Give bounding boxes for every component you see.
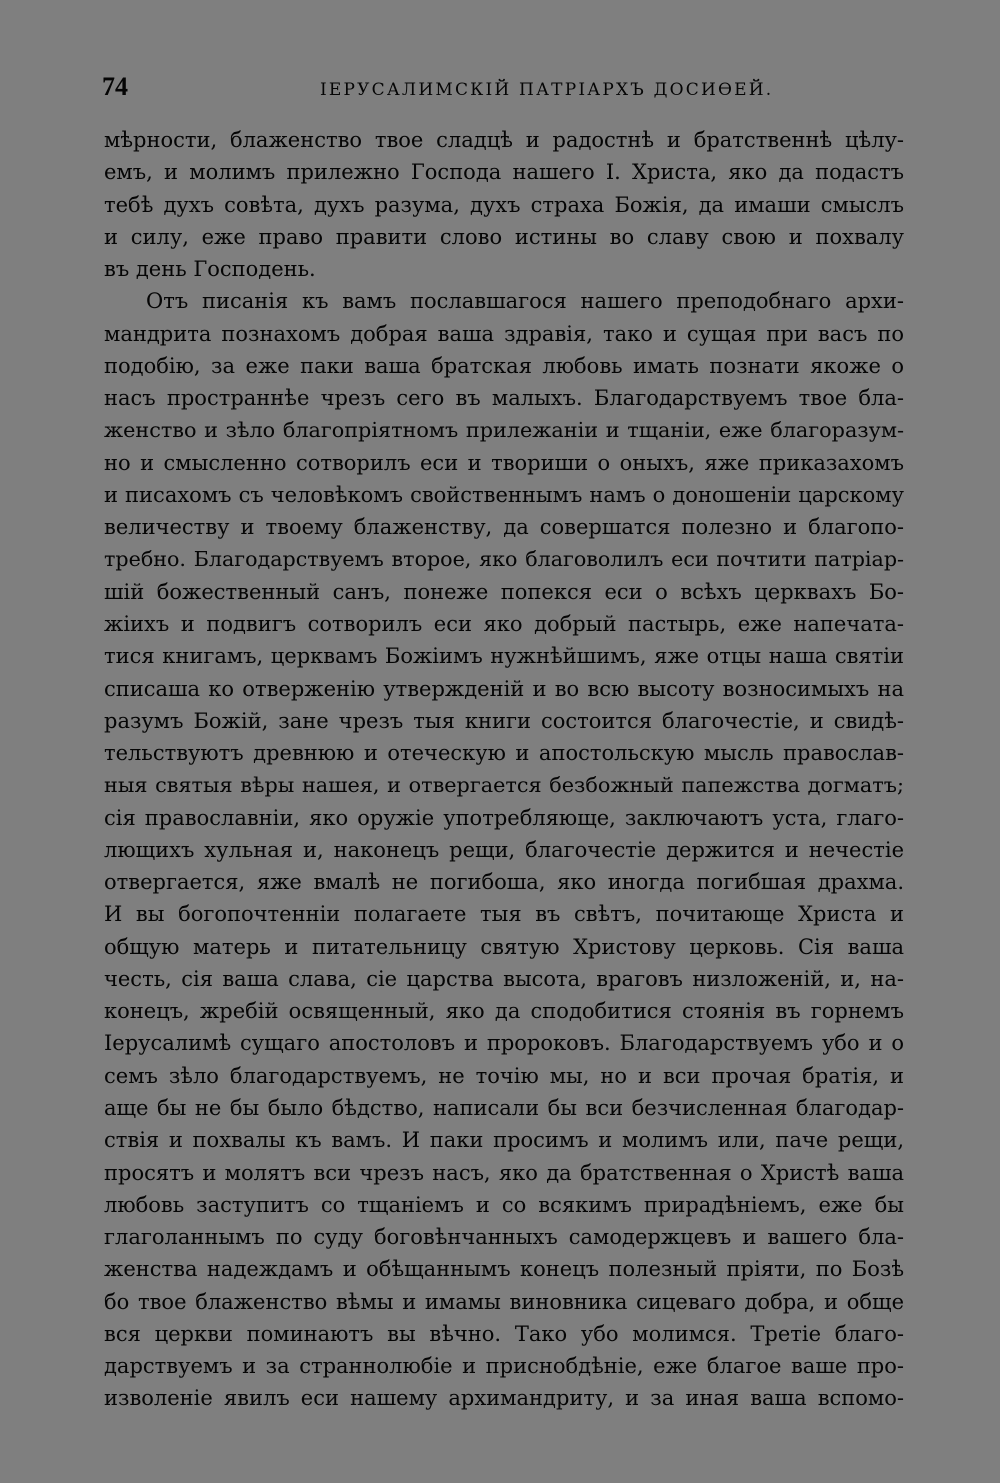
text-line: требно. Благодарствуемъ второе, яко благоволилъ еси почтити патрiар- [104,547,904,572]
text-line: женства надеждамъ и обѣщаннымъ конецъ полезный прiяти, по Бозѣ [104,1257,904,1282]
text-line: общую матерь и питательницу святую Христову церковь. Сiя ваша [104,934,904,959]
text-line: въ день Господень. [104,257,316,282]
text-line: Iерусалимѣ сущаго апостоловъ и пророковъ. Благодарствуемъ убо и о [104,1031,904,1056]
text-line: аще бы не бы было бѣдство, написали бы вси безчисленная благодар- [104,1095,904,1120]
text-line: изволенiе явилъ еси нашему архимандриту, и за иная ваша вспомо- [104,1386,904,1411]
text-line: вся церкви поминаютъ вы вѣчно. Тако убо молимся. Третiе благо- [104,1321,904,1346]
text-line: сiя православнiи, яко оружiе употребляюще, заключаютъ уста, глаго- [104,805,904,830]
text-line: подобiю, за еже паки ваша братская любовь имать познати якоже о [104,353,904,378]
text-line: лющихъ хульная и, наконецъ рещи, благочестiе держится и нечестiе [104,837,904,862]
text-line: мандрита познахомъ добрая ваша здравiя, тако и сущая при васъ по [104,321,904,346]
text-line: Отъ писанiя къ вамъ пославшагося нашего преподобнаго архи- [146,289,904,314]
text-line: мѣрности, блаженство твое сладцѣ и радостнѣ и братственнѣ цѣлу- [104,128,904,152]
text-line: разумъ Божiй, зане чрезъ тыя книги состоится благочестiе, и свидѣ- [104,708,904,733]
running-title: IЕРУСАЛИМСКIЙ ПАТРIАРХЪ ДОСИѲЕЙ. [320,80,774,100]
text-line: шiй божественный санъ, понеже попекся еси о всѣхъ церквахъ Бо- [104,579,904,604]
text-line: жiихъ и подвигъ сотворилъ еси яко добрый пастырь, еже напечата- [104,611,904,636]
text-line: тельствуютъ древнюю и отеческую и апостольскую мысль православ- [104,741,904,766]
text-line: но и смысленно сотворилъ еси и твориши о оныхъ, яже приказахомъ [104,450,904,475]
text-line: насъ пространнѣе чрезъ сего въ малыхъ. Благодарствуемъ твое бла- [104,386,904,411]
text-line: семъ зѣло благодарствуемъ, не точiю мы, но и вси прочая братiя, и [104,1063,904,1088]
text-line: бо твое блаженство вѣмы и имамы виновника сицеваго добра, и обще [104,1289,904,1314]
text-line: списаша ко отверженiю утвержденiй и во всю высоту возносимыхъ на [104,676,904,701]
text-line: и силу, еже право правити слово истины во славу свою и похвалу [104,224,904,249]
body-text [104,124,904,1415]
text-line: честь, сiя ваша слава, сiе царства высота, враговъ низложенiй, и, на- [104,966,904,991]
text-line: глаголаннымъ по суду боговѣнчанныхъ самодержцевъ и вашего бла- [104,1225,904,1250]
text-line: величеству и твоему блаженству, да совершатся полезно и благопо- [104,515,904,540]
text-line: И вы богопочтеннiи полагаете тыя въ свѣтъ, почитающе Христа и [104,902,904,927]
running-head [102,72,908,106]
text-line: емъ, и молимъ прилежно Господа нашего I. Христа, яко да подастъ [104,160,904,185]
text-line: и писахомъ съ человѣкомъ свойственнымъ намъ о доношенiи царскому [104,482,904,507]
text-line: просятъ и молятъ вси чрезъ насъ, яко да братственная о Христѣ ваша [104,1160,904,1185]
page-number: 74 [102,72,128,101]
text-line: любовь заступитъ со тщанiемъ и со всякимъ прирадѣнiемъ, еже бы [104,1192,904,1217]
text-line: конецъ, жребiй освященный, яко да сподобитися стоянiя въ горнемъ [104,999,904,1024]
text-line: ствiя и похвалы къ вамъ. И паки просимъ и молимъ или, паче рещи, [104,1128,904,1153]
text-line: отвергается, яже вмалѣ не погибоша, яко иногда погибшая драхма. [104,870,904,895]
text-line: тися книгамъ, церквамъ Божiимъ нужнѣйшимъ, яже отцы наша святiи [104,644,904,669]
text-line: ныя святыя вѣры нашея, и отвергается безбожный папежства догматъ; [104,773,904,798]
text-line: дарствуемъ и за страннолюбiе и приснобдѣнiе, еже благое ваше про- [104,1354,904,1379]
text-line: женство и зѣло благопрiятномъ прилежанiи и тщанiи, еже благоразум- [104,418,904,443]
text-line: тебѣ духъ совѣта, духъ разума, духъ страха Божiя, да имаши смыслъ [104,192,904,217]
